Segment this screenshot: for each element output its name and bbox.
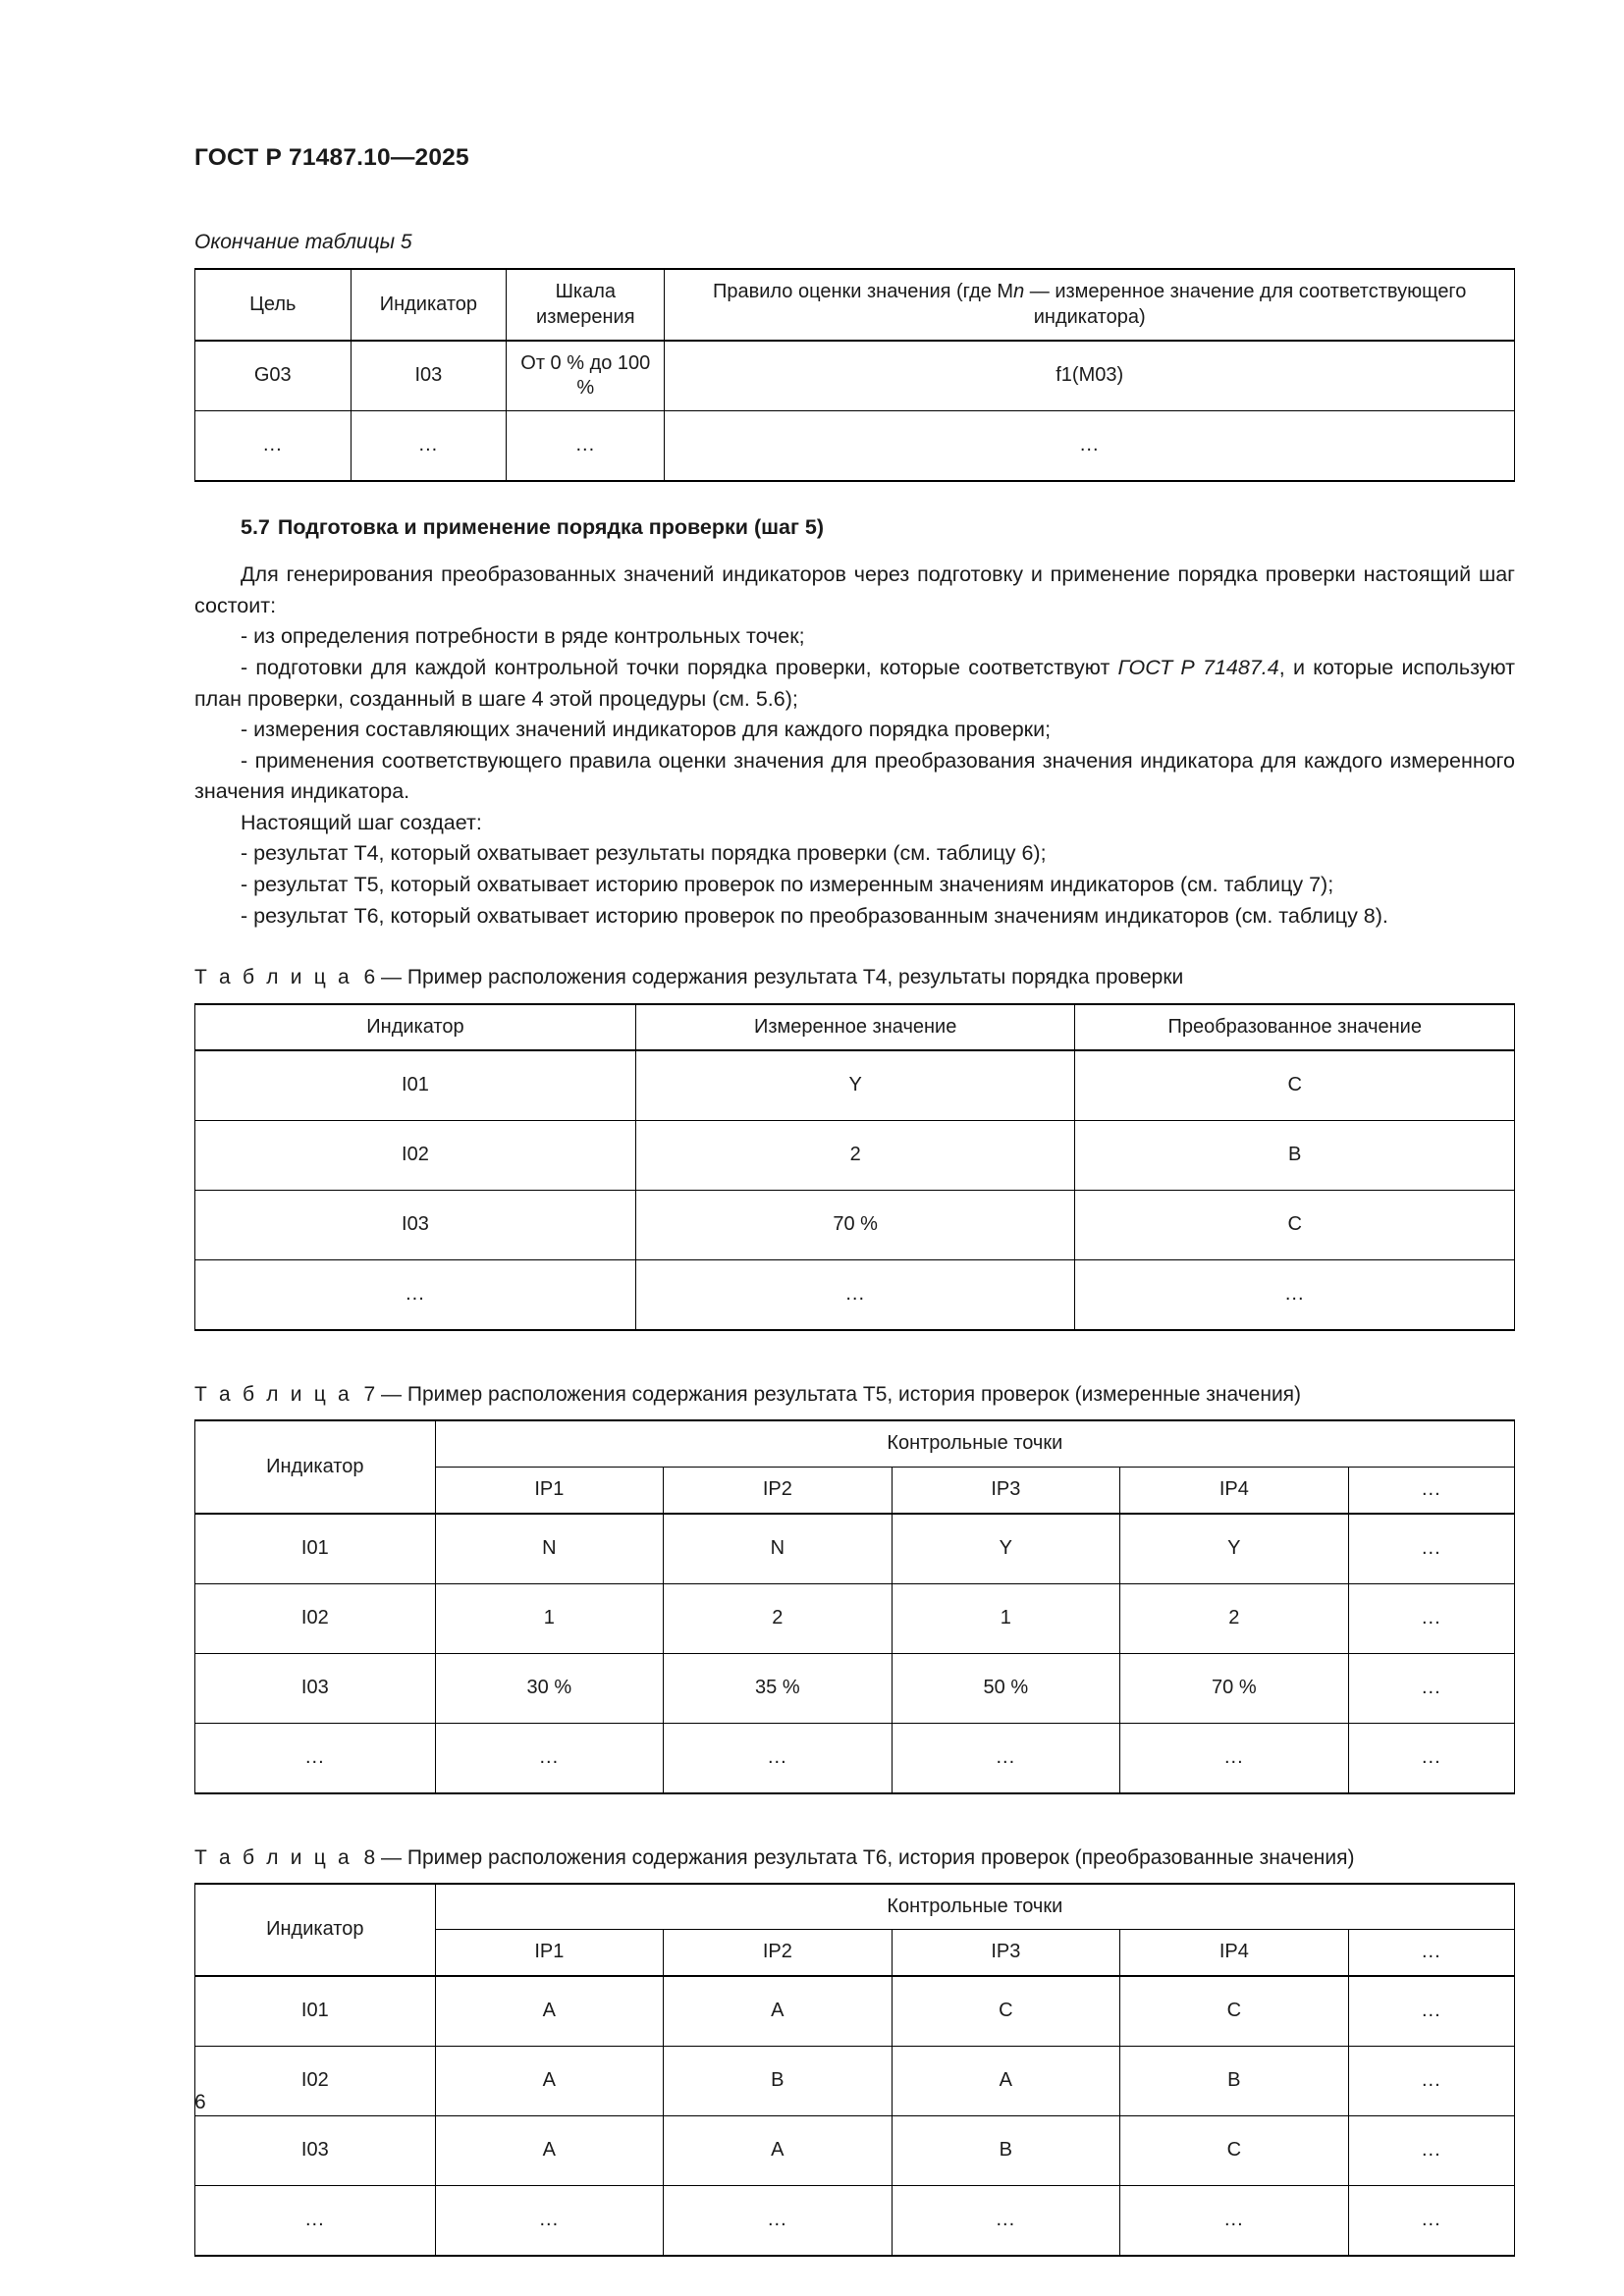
- table7-cell: Y: [1120, 1514, 1349, 1584]
- bullet2-part1: - подготовки для каждой контрольной точки порядка проверки, которые соответствуют: [241, 655, 1118, 679]
- table7-cell: ...: [1348, 1653, 1514, 1723]
- table-row: [195, 341, 1515, 411]
- table5-cell: f1(M03): [665, 341, 1515, 411]
- table6-cell: I03: [195, 1191, 636, 1260]
- table5-header-rule-part1: Правило оценки значения (где М: [712, 280, 1014, 302]
- table5-header-rule-italic: n: [1013, 280, 1025, 302]
- table5-header-indicator: Индикатор: [351, 269, 507, 341]
- table8-cell: C: [1120, 1976, 1349, 2047]
- table7-cell: I03: [195, 1653, 436, 1723]
- table6-cell: ...: [1075, 1260, 1515, 1331]
- table8-cell: I01: [195, 1976, 436, 2047]
- table-5: [194, 268, 1515, 482]
- section-number: 5.7: [241, 515, 270, 540]
- table5-cell: ...: [665, 411, 1515, 482]
- section-bullet-3: - измерения составляющих значений индикаторов для каждого порядка проверки;: [241, 718, 1052, 742]
- table5-continued-caption: Окончание таблицы 5: [194, 230, 412, 253]
- section-paragraph-2: Настоящий шаг создает:: [241, 810, 482, 834]
- table6-cell: I01: [195, 1050, 636, 1121]
- table6-cell: 2: [635, 1121, 1075, 1191]
- table-row: [195, 2185, 1515, 2256]
- table8-cell: A: [892, 2046, 1120, 2115]
- table-row: [195, 2115, 1515, 2185]
- table7-subheader: IP4: [1120, 1467, 1349, 1513]
- section-paragraph-1: Для генерирования преобразованных значений индикаторов через подготовку и применение порядка проверки настоящий шаг состоит:: [194, 562, 1515, 617]
- table8-cell: ...: [435, 2185, 664, 2256]
- section-bullet-6: - результат Т5, который охватывает историю проверок по измеренным значениям индикаторов (см. таблицу 7);: [241, 873, 1334, 897]
- table6-cell: I02: [195, 1121, 636, 1191]
- table6-caption: [194, 965, 1515, 990]
- table5-cell: I03: [351, 341, 507, 411]
- table7-header-group: Контрольные точки: [435, 1420, 1514, 1467]
- table6-header-indicator: Индикатор: [195, 1004, 636, 1051]
- table7-subheader: IP3: [892, 1467, 1120, 1513]
- section-heading: [194, 515, 1515, 540]
- table7-cell: 35 %: [664, 1653, 893, 1723]
- table-row: [195, 1583, 1515, 1653]
- section-bullet-1: - из определения потребности в ряде контрольных точек;: [241, 624, 805, 649]
- table7-cell: N: [435, 1514, 664, 1584]
- table8-subheader: ...: [1348, 1930, 1514, 1976]
- table-row: [195, 1050, 1515, 1121]
- table7-cell: ...: [195, 1723, 436, 1793]
- table8-header-row-1: [195, 1884, 1515, 1930]
- table5-header-scale: Шкала измерения: [507, 269, 665, 341]
- table8-cell: A: [435, 2115, 664, 2185]
- table7-caption: [194, 1382, 1515, 1408]
- table6-caption-text: — Пример расположения содержания результата Т4, результаты порядка проверки: [381, 966, 1184, 989]
- table7-cell: 70 %: [1120, 1653, 1349, 1723]
- table5-header-rule-part2: — измеренное значение для соответствующего индикатора): [1024, 280, 1467, 328]
- table6-header-measured: Измеренное значение: [635, 1004, 1075, 1051]
- table8-subheader: IP2: [664, 1930, 893, 1976]
- table8-subheader: IP1: [435, 1930, 664, 1976]
- table5-cell: ...: [195, 411, 352, 482]
- table8-cell: ...: [1348, 2046, 1514, 2115]
- table7-cell: ...: [1348, 1723, 1514, 1793]
- table6-header-transformed: Преобразованное значение: [1075, 1004, 1515, 1051]
- table8-cell: B: [892, 2115, 1120, 2185]
- table-8: [194, 1883, 1515, 2257]
- table8-cell: A: [664, 1976, 893, 2047]
- table7-header-indicator: Индикатор: [195, 1420, 436, 1513]
- table-row: [195, 1260, 1515, 1331]
- table-7: [194, 1419, 1515, 1793]
- table8-cell: ...: [1348, 2115, 1514, 2185]
- table-row: [195, 1723, 1515, 1793]
- table7-caption-label: Т а б л и ц а: [194, 1383, 352, 1407]
- table7-caption-text: — Пример расположения содержания результата Т5, история проверок (измеренные значения): [381, 1383, 1302, 1407]
- table6-cell: B: [1075, 1121, 1515, 1191]
- table8-caption: [194, 1845, 1515, 1871]
- table5-header-rule: [665, 269, 1515, 341]
- table7-cell: Y: [892, 1514, 1120, 1584]
- table-row: [195, 1121, 1515, 1191]
- table8-cell: A: [664, 2115, 893, 2185]
- table6-cell: ...: [635, 1260, 1075, 1331]
- table7-subheader: IP2: [664, 1467, 893, 1513]
- table8-cell: ...: [892, 2185, 1120, 2256]
- table7-cell: 30 %: [435, 1653, 664, 1723]
- table5-cell: ...: [351, 411, 507, 482]
- bullet2-standard-ref: ГОСТ Р 71487.4: [1117, 655, 1279, 679]
- table7-cell: I02: [195, 1583, 436, 1653]
- table8-subheader: IP3: [892, 1930, 1120, 1976]
- table7-subheader: ...: [1348, 1467, 1514, 1513]
- table8-cell: A: [435, 1976, 664, 2047]
- table8-cell: ...: [195, 2185, 436, 2256]
- table6-cell: ...: [195, 1260, 636, 1331]
- table8-header-indicator: Индикатор: [195, 1884, 436, 1976]
- table8-cell: ...: [664, 2185, 893, 2256]
- section-bullet-7: - результат Т6, который охватывает историю проверок по преобразованным значениям индикаторов (см. таблицу 8).: [241, 903, 1388, 928]
- table8-cell: C: [1120, 2115, 1349, 2185]
- table8-subheader: IP4: [1120, 1930, 1349, 1976]
- table7-subheader: IP1: [435, 1467, 664, 1513]
- table-row: [195, 411, 1515, 482]
- table7-cell: 1: [435, 1583, 664, 1653]
- table7-cell: ...: [435, 1723, 664, 1793]
- table8-header-group: Контрольные точки: [435, 1884, 1514, 1930]
- table7-header-row-1: [195, 1420, 1515, 1467]
- table7-cell: 2: [664, 1583, 893, 1653]
- table-row: [195, 2046, 1515, 2115]
- table8-cell: B: [664, 2046, 893, 2115]
- table7-caption-number: 7: [363, 1383, 376, 1407]
- table7-cell: ...: [892, 1723, 1120, 1793]
- table7-cell: 1: [892, 1583, 1120, 1653]
- table6-cell: C: [1075, 1050, 1515, 1121]
- table6-cell: Y: [635, 1050, 1075, 1121]
- table8-cell: ...: [1120, 2185, 1349, 2256]
- table5-cell: G03: [195, 341, 352, 411]
- table7-cell: 2: [1120, 1583, 1349, 1653]
- table8-cell: A: [435, 2046, 664, 2115]
- table6-cell: C: [1075, 1191, 1515, 1260]
- section-bullet-4: - применения соответствующего правила оценки значения для преобразования значения индикатора для каждого измеренного значения индикатора.: [194, 748, 1515, 804]
- table6-caption-number: 6: [363, 966, 376, 989]
- table5-header-goal: Цель: [195, 269, 352, 341]
- table-row: [195, 1976, 1515, 2047]
- table7-cell: 50 %: [892, 1653, 1120, 1723]
- table-row: [195, 1191, 1515, 1260]
- table7-cell: ...: [664, 1723, 893, 1793]
- table6-header-row: [195, 1004, 1515, 1051]
- table-6: [194, 1003, 1515, 1332]
- table7-cell: N: [664, 1514, 893, 1584]
- table8-cell: ...: [1348, 1976, 1514, 2047]
- section-bullet-2: [194, 653, 1515, 715]
- table7-cell: ...: [1120, 1723, 1349, 1793]
- table8-caption-number: 8: [363, 1845, 376, 1869]
- running-head: ГОСТ Р 71487.10—2025: [194, 144, 469, 171]
- table8-cell: C: [892, 1976, 1120, 2047]
- table8-cell: ...: [1348, 2185, 1514, 2256]
- table8-cell: I02: [195, 2046, 436, 2115]
- page-content: [194, 145, 1515, 2257]
- table5-header-row: [195, 269, 1515, 341]
- table5-cell: От 0 % до 100 %: [507, 341, 665, 411]
- table7-cell: I01: [195, 1514, 436, 1584]
- table8-cell: B: [1120, 2046, 1349, 2115]
- table7-cell: ...: [1348, 1583, 1514, 1653]
- section-title: Подготовка и применение порядка проверки (шаг 5): [277, 515, 825, 540]
- table8-caption-text: — Пример расположения содержания результата Т6, история проверок (преобразованные значения): [381, 1845, 1355, 1869]
- table6-caption-label: Т а б л и ц а: [194, 966, 352, 989]
- table-row: [195, 1653, 1515, 1723]
- table6-cell: 70 %: [635, 1191, 1075, 1260]
- table8-caption-label: Т а б л и ц а: [194, 1845, 352, 1869]
- table5-cell: ...: [507, 411, 665, 482]
- table7-cell: ...: [1348, 1514, 1514, 1584]
- section-bullet-5: - результат Т4, который охватывает результаты порядка проверки (см. таблицу 6);: [241, 841, 1047, 866]
- table-row: [195, 1514, 1515, 1584]
- bullet2-part2: , и которые используют план проверки, созданный в шаге 4 этой процедуры (см. 5.6);: [194, 655, 1515, 711]
- table8-cell: I03: [195, 2115, 436, 2185]
- page-number: 6: [194, 2091, 206, 2113]
